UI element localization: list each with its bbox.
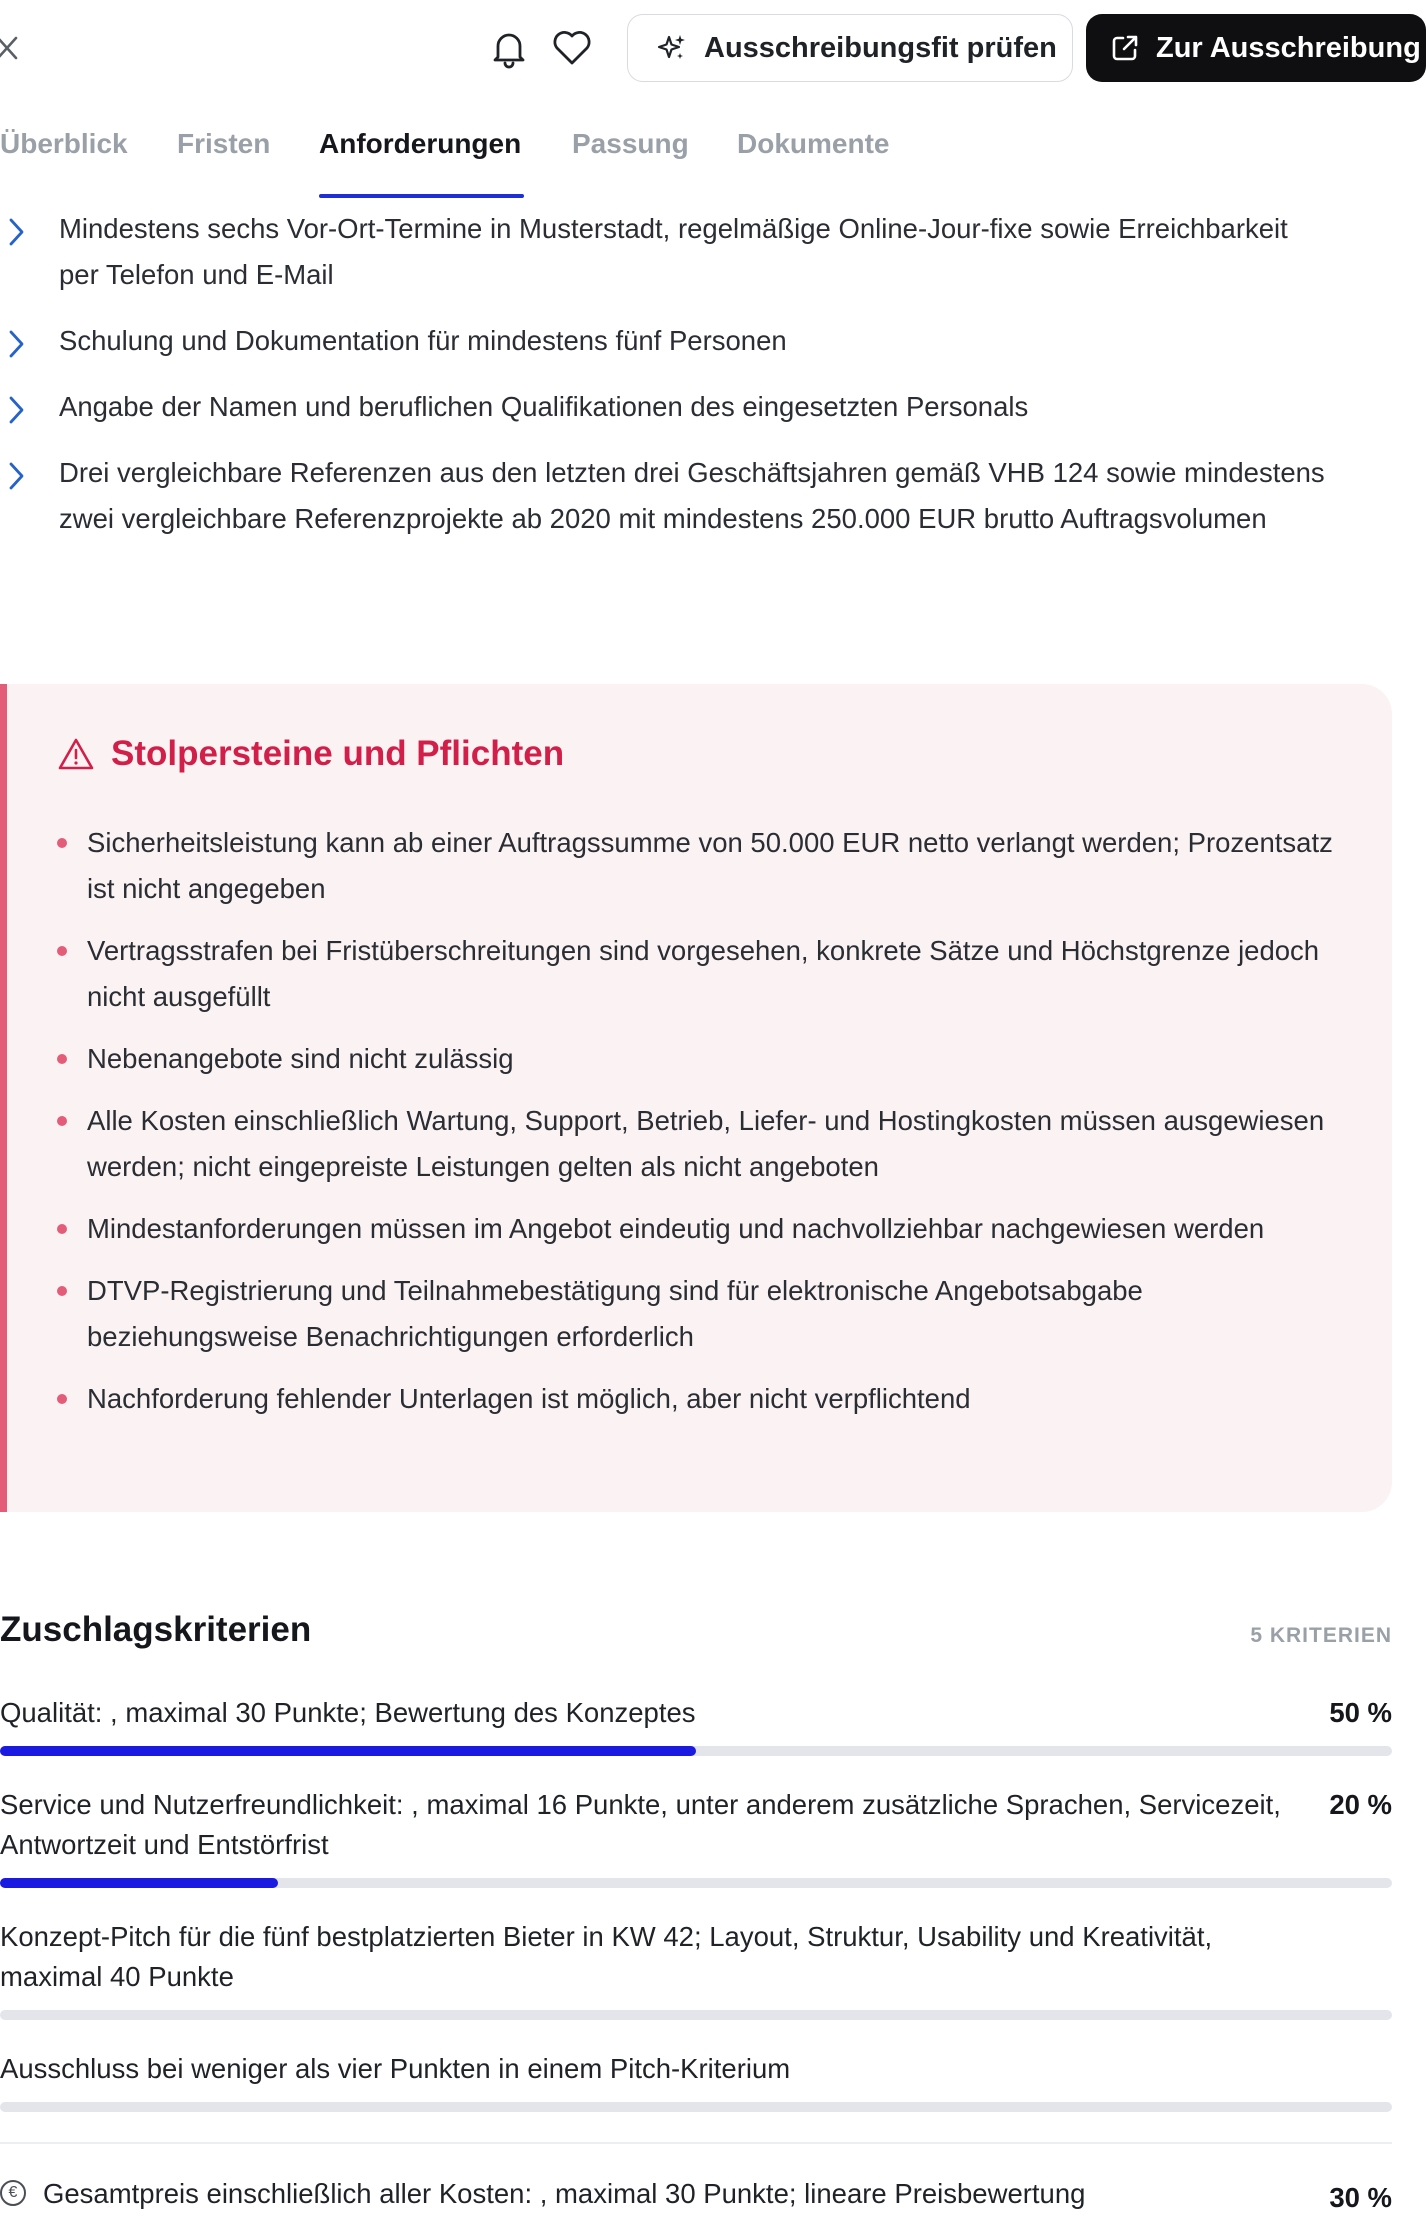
chevron-right-icon — [6, 461, 28, 491]
bullet-icon — [57, 946, 67, 956]
favorite-button[interactable] — [548, 24, 596, 72]
divider — [0, 2142, 1392, 2144]
warning-text: Vertragsstrafen bei Fristüberschreitungen sind vorgesehen, konkrete Sätze und Höchstgrenze jedoch nicht ausgefüllt — [87, 935, 1320, 1012]
requirement-text: Angabe der Namen und beruflichen Qualifikationen des eingesetzten Personals — [59, 391, 1029, 422]
bullet-icon — [57, 1054, 67, 1064]
bullet-icon — [57, 838, 67, 848]
criteria-count: 5 KRITERIEN — [1250, 1624, 1392, 1647]
warning-text: Mindestanforderungen müssen im Angebot eindeutig und nachvollziehbar nachgewiesen werden — [87, 1213, 1265, 1244]
price-criterion-row — [0, 2168, 1392, 2213]
open-tender-button[interactable] — [1086, 14, 1426, 82]
tab-documents[interactable]: Dokumente — [737, 128, 890, 159]
top-toolbar — [0, 0, 1421, 98]
close-button[interactable] — [0, 28, 22, 68]
warning-text: Nachforderung fehlender Unterlagen ist möglich, aber nicht verpflichtend — [87, 1383, 971, 1414]
criterion-bar — [0, 2102, 1392, 2112]
list-item — [57, 928, 1357, 1020]
warning-text: Sicherheitsleistung kann ab einer Auftragssumme von 50.000 EUR netto verlangt werden; Prozentsatz ist nicht angegeben — [87, 827, 1333, 904]
requirement-text: Schulung und Dokumentation für mindestens fünf Personen — [59, 325, 787, 356]
heart-icon — [551, 29, 593, 67]
criterion-text: Konzept-Pitch für die fünf bestplatzierten Bieter in KW 42; Layout, Struktur, Usability und Kreativität, maximal 40 Punkte — [0, 1921, 1213, 1992]
list-item — [0, 206, 1330, 298]
criterion-percent: 30 % — [1329, 2182, 1392, 2213]
bullet-icon — [57, 1116, 67, 1126]
list-item — [57, 820, 1357, 912]
check-fit-label: Ausschreibungsfit prüfen — [704, 31, 1057, 64]
sparkle-icon — [656, 32, 688, 64]
chevron-right-icon — [6, 329, 28, 359]
list-item — [0, 318, 1330, 364]
warning-text: Alle Kosten einschließlich Wartung, Support, Betrieb, Liefer- und Hostingkosten müssen ausgewiesen werden; nicht eingepreiste Leistungen gelten als nicht angeboten — [87, 1105, 1325, 1182]
criterion-row — [0, 2049, 1392, 2089]
warnings-title: Stolpersteine und Pflichten — [111, 734, 565, 773]
tab-overview[interactable]: Überblick — [0, 128, 128, 159]
open-tender-label: Zur Ausschreibung — [1156, 31, 1421, 64]
external-link-icon — [1110, 33, 1140, 63]
warning-triangle-icon — [57, 737, 95, 771]
warnings-heading — [57, 734, 564, 774]
criterion-text: Service und Nutzerfreundlichkeit: , maximal 16 Punkte, unter anderem zusätzliche Sprachen, Servicezeit, Antwortzeit und Entstörfrist — [0, 1789, 1281, 1860]
criterion-percent: 50 % — [1329, 1697, 1392, 1728]
criterion-bar — [0, 1746, 1392, 1756]
criterion-percent: 20 % — [1329, 1789, 1392, 1820]
criterion-row — [0, 1785, 1392, 1865]
warnings-list — [57, 820, 1357, 1438]
criterion-bar-fill — [0, 1746, 696, 1756]
requirement-text: Mindestens sechs Vor-Ort-Termine in Musterstadt, regelmäßige Online-Jour-fixe sowie Erreichbarkeit per Telefon und E-Mail — [59, 213, 1288, 290]
criterion-text: Qualität: , maximal 30 Punkte; Bewertung des Konzeptes — [0, 1697, 696, 1728]
criterion-bar — [0, 1878, 1392, 1888]
active-tab-indicator — [319, 194, 524, 198]
criterion-text: Gesamtpreis einschließlich aller Kosten: , maximal 30 Punkte; lineare Preisbewertung — [43, 2178, 1086, 2209]
list-item — [57, 1376, 1357, 1422]
close-icon — [0, 35, 18, 61]
warning-text: DTVP-Registrierung und Teilnahmebestätigung sind für elektronische Angebotsabgabe beziehungsweise Benachrichtigungen erforderlich — [87, 1275, 1143, 1352]
criteria-title: Zuschlagskriterien — [0, 1610, 312, 1649]
bell-icon — [489, 27, 529, 69]
chevron-right-icon — [6, 395, 28, 425]
euro-icon: € — [0, 2180, 26, 2206]
notification-button[interactable] — [485, 24, 533, 72]
criterion-text: Ausschluss bei weniger als vier Punkten in einem Pitch-Kriterium — [0, 2053, 791, 2084]
requirement-text: Drei vergleichbare Referenzen aus den letzten drei Geschäftsjahren gemäß VHB 124 sowie mindestens zwei vergleichbare Referenzprojekte ab 2020 mit mindestens 250.000 EUR brutto Auftragsvolumen — [59, 457, 1325, 534]
list-item — [57, 1098, 1357, 1190]
list-item — [57, 1268, 1357, 1360]
list-item — [0, 384, 1330, 430]
warning-text: Nebenangebote sind nicht zulässig — [87, 1043, 514, 1074]
tab-requirements[interactable]: Anforderungen — [319, 128, 522, 159]
tab-fit[interactable]: Passung — [572, 128, 689, 159]
warnings-panel — [0, 684, 1392, 1512]
criterion-bar-fill — [0, 1878, 278, 1888]
list-item — [57, 1036, 1357, 1082]
tab-deadlines[interactable]: Fristen — [177, 128, 271, 159]
requirements-list — [0, 206, 1330, 562]
check-fit-button[interactable] — [627, 14, 1073, 82]
list-item — [0, 450, 1330, 542]
list-item — [57, 1206, 1357, 1252]
criteria-header — [0, 1610, 1392, 1660]
bullet-icon — [57, 1286, 67, 1296]
chevron-right-icon — [6, 217, 28, 247]
criterion-row — [0, 1917, 1392, 1997]
criterion-row — [0, 1693, 1392, 1733]
tab-bar — [0, 118, 1392, 200]
bullet-icon — [57, 1394, 67, 1404]
bullet-icon — [57, 1224, 67, 1234]
criterion-bar — [0, 2010, 1392, 2020]
